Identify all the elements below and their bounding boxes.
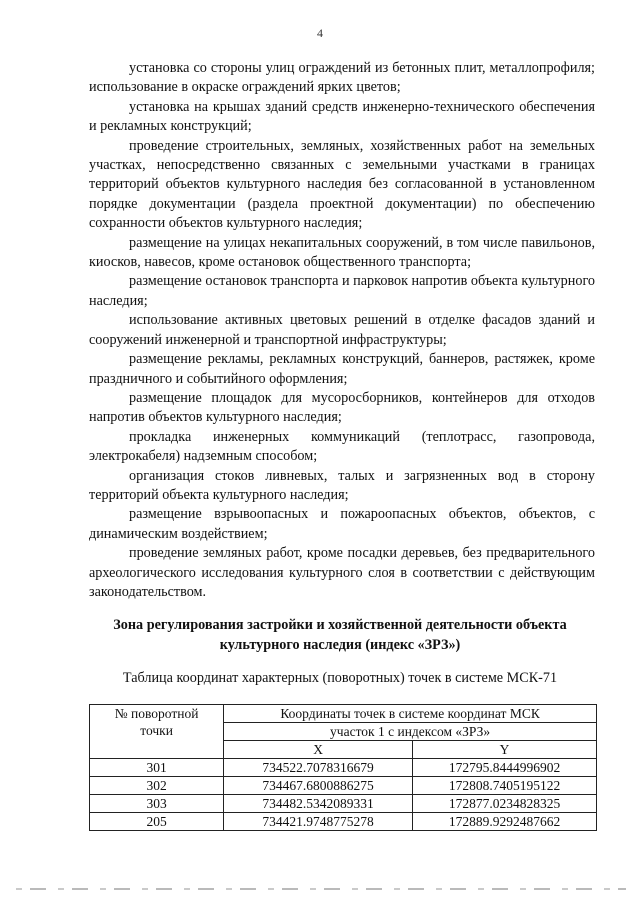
restrictions-list xyxy=(89,59,595,602)
y-cell: 172877.0234828325 xyxy=(413,795,597,813)
x-cell: 734467.6800886275 xyxy=(224,777,413,795)
restriction-paragraph: проведение строительных, земляных, хозяйственных работ на земельных участках, непосредственно связанных с земельными участками в границах территорий объектов культурного наследия без согласованной в установленном порядке документации (раздела проектной документации) по обеспечению сохранности объектов культурного наследия; xyxy=(89,137,595,232)
table-caption: Таблица координат характерных (поворотных) точек в системе МСК-71 xyxy=(122,670,558,686)
table-row xyxy=(90,813,597,831)
scan-artifact xyxy=(16,888,626,890)
point-number-cell: 302 xyxy=(90,777,224,795)
restriction-paragraph: установка со стороны улиц ограждений из бетонных плит, металлопрофиля; использование в окраске ограждений ярких цветов; xyxy=(89,60,595,96)
x-cell: 734421.9748775278 xyxy=(224,813,413,831)
table-header-row xyxy=(90,705,597,723)
restriction-paragraph: размещение взрывоопасных и пожароопасных объектов, объектов, с динамическим воздействием; xyxy=(89,506,595,542)
restriction-paragraph: прокладка инженерных коммуникаций (теплотрасс, газопровода, электрокабеля) надземным способом; xyxy=(89,428,595,465)
table-row xyxy=(90,759,597,777)
header-x: X xyxy=(224,741,413,759)
restriction-paragraph: размещение на улицах некапитальных сооружений, в том числе павильонов, киосков, навесов, кроме остановок общественного транспорта; xyxy=(89,234,595,271)
point-number-cell: 301 xyxy=(90,759,224,777)
restriction-paragraph: размещение остановок транспорта и парковок напротив объекта культурного наследия; xyxy=(89,273,596,309)
x-cell: 734482.5342089331 xyxy=(224,795,413,813)
restriction-paragraph: использование активных цветовых решений в отделке фасадов зданий и сооружений инженерной и транспортной инфраструктуры; xyxy=(89,312,595,348)
restriction-paragraph: установка на крышах зданий средств инженерно-технического обеспечения и рекламных конструкций; xyxy=(89,98,595,135)
header-point-number xyxy=(90,705,224,759)
point-number-cell: 303 xyxy=(90,795,224,813)
restriction-paragraph: организация стоков ливневых, талых и загрязненных вод в сторону территорий объекта культурного наследия; xyxy=(89,467,595,503)
y-cell: 172889.9292487662 xyxy=(413,813,597,831)
x-cell: 734522.7078316679 xyxy=(224,759,413,777)
page-number: 4 xyxy=(317,26,323,40)
section-heading-line: Зона регулирования застройки и хозяйственной деятельности объекта xyxy=(113,617,567,633)
y-cell: 172795.8444996902 xyxy=(413,759,597,777)
header-point-number-line: № поворотной xyxy=(114,706,199,721)
header-plot: участок 1 с индексом «ЗРЗ» xyxy=(224,723,597,741)
table-row xyxy=(90,777,597,795)
header-point-number-line: точки xyxy=(140,723,173,738)
table-row xyxy=(90,795,597,813)
restriction-paragraph: размещение рекламы, рекламных конструкций, баннеров, растяжек, кроме праздничного и событийного оформления; xyxy=(89,351,595,387)
header-y: Y xyxy=(413,741,597,759)
coordinates-table xyxy=(89,704,597,831)
point-number-cell: 205 xyxy=(90,813,224,831)
section-heading-line: культурного наследия (индекс «ЗРЗ») xyxy=(219,636,461,653)
restriction-paragraph: проведение земляных работ, кроме посадки деревьев, без предварительного археологического исследования культурного слоя в соответствии с действующим законодательством. xyxy=(89,545,595,600)
section-heading xyxy=(80,616,600,655)
restriction-paragraph: размещение площадок для мусоросборников, контейнеров для отходов напротив объектов культурного наследия; xyxy=(89,389,595,426)
y-cell: 172808.7405195122 xyxy=(413,777,597,795)
header-coordinates: Координаты точек в системе координат МСК xyxy=(224,705,597,723)
